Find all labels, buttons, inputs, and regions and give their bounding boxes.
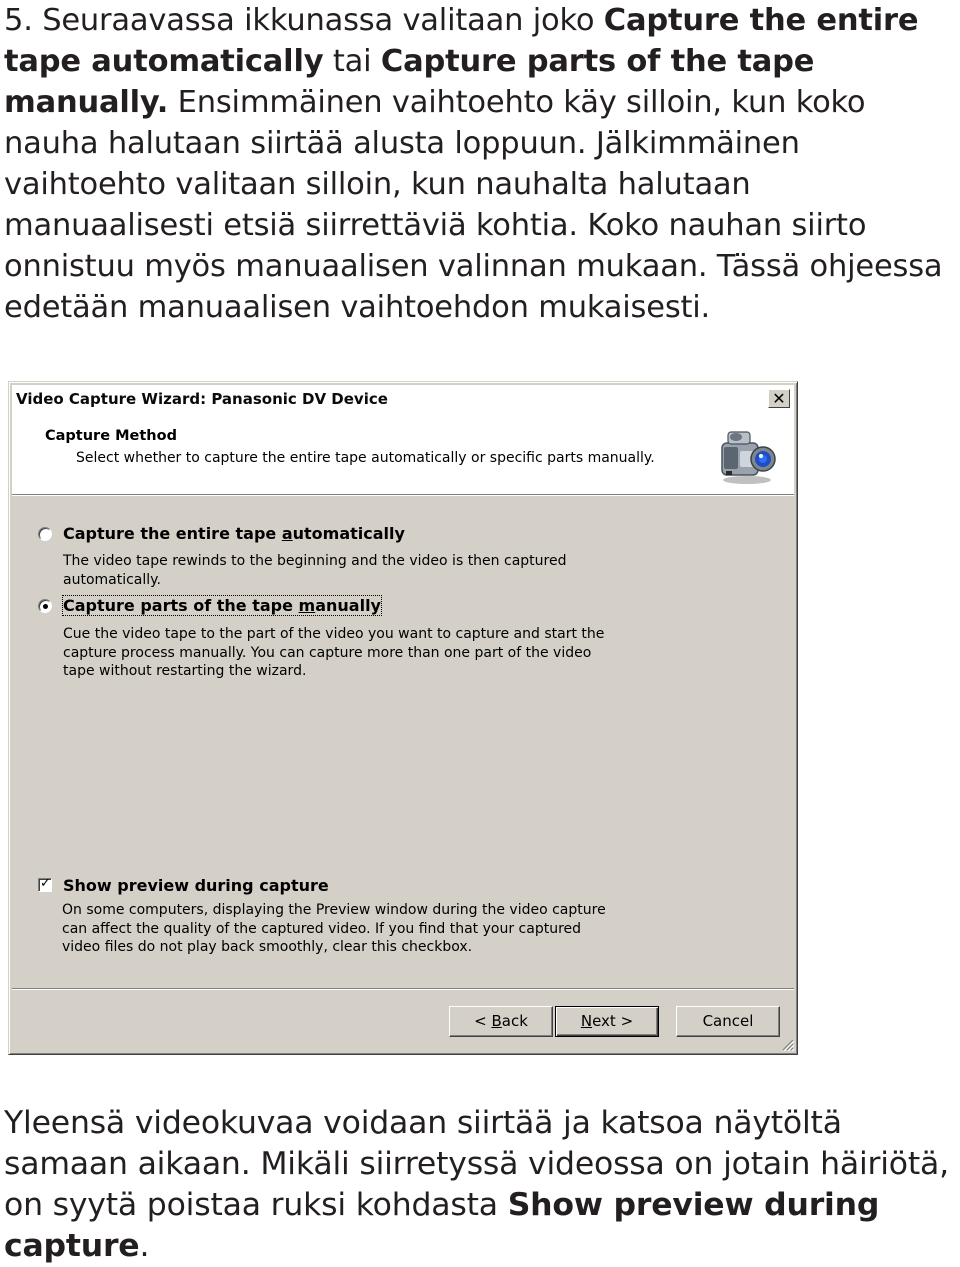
intro-bold-manual: Capture parts of the tape manually. xyxy=(4,44,815,120)
intro-text-3: Ensimmäinen vaihtoehto käy silloin, kun koko nauha halutaan siirtää alusta loppuun. Jälkimmäinen vaihtoehto valitaan silloin, kun nauhalta halutaan manuaalisesti etsiä siirrettäviä kohtia. Koko nauhan siirto onnistuu myös manuaalisen valinnan mukaan. Tässä ohjeessa edetään manuaalisen vaihtoehdon mukaisesti. xyxy=(4,85,943,325)
radio-auto-label[interactable] xyxy=(63,524,405,543)
intro-text-1: 5. Seuraavassa ikkunassa valitaan joko xyxy=(4,3,604,38)
radio-capture-manual[interactable] xyxy=(38,596,458,618)
radio-manual-label-accel: m xyxy=(298,596,316,615)
back-accel: B xyxy=(491,1012,502,1030)
intro-bold-auto: Capture the entire tape automatically xyxy=(4,3,919,79)
button-area-divider xyxy=(12,988,794,990)
radio-auto-label-part2: utomatically xyxy=(292,524,405,543)
radio-capture-auto[interactable] xyxy=(38,524,458,546)
radio-auto-indicator[interactable] xyxy=(38,527,52,541)
preview-checkbox[interactable] xyxy=(38,878,52,892)
resize-grip-icon[interactable] xyxy=(782,1039,794,1051)
close-icon: ✕ xyxy=(772,389,786,408)
close-button[interactable] xyxy=(768,389,790,408)
header-divider xyxy=(12,495,794,496)
back-label: ack xyxy=(501,1012,528,1030)
outro-text-2: . xyxy=(139,1228,150,1264)
intro-text-2: tai xyxy=(323,44,381,79)
title-bar[interactable] xyxy=(12,385,794,413)
back-arrow: < xyxy=(474,1012,492,1030)
back-button[interactable] xyxy=(449,1006,553,1037)
header-subtitle: Select whether to capture the entire tape automatically or specific parts manually. xyxy=(76,450,655,466)
outro-bold-preview: Show preview during capture xyxy=(4,1187,880,1264)
checkmark-icon: ✓ xyxy=(40,876,51,891)
next-button[interactable] xyxy=(555,1006,659,1037)
video-capture-wizard-dialog xyxy=(8,381,798,1055)
header-title: Capture Method xyxy=(45,428,177,444)
radio-manual-label-part1: Capture parts of the tape xyxy=(63,596,299,615)
outro-text-1: Yleensä videokuvaa voidaan siirtää ja katsoa näytöltä samaan aikaan. Mikäli siirretyssä videossa on jotain häiriötä, on syytä poistaa ruksi kohdasta xyxy=(4,1105,949,1223)
radio-manual-label-part2: anually xyxy=(315,596,381,615)
next-label: ext > xyxy=(592,1012,634,1030)
camcorder-icon xyxy=(716,423,778,485)
next-accel: N xyxy=(580,1012,593,1030)
intro-paragraph xyxy=(4,0,959,328)
cancel-button[interactable]: Cancel xyxy=(676,1006,780,1037)
preview-description: On some computers, displaying the Preview window during the video capture can affect the quality of the captured video. If you find that your captured video files do not play back smoothly, clear this checkbox. xyxy=(62,902,606,955)
wizard-header xyxy=(12,413,794,495)
radio-auto-description: The video tape rewinds to the beginning and the video is then captured automatically. xyxy=(63,553,567,588)
outro-paragraph xyxy=(4,1103,959,1267)
radio-auto-label-part1: Capture the entire tape xyxy=(63,524,282,543)
radio-manual-indicator[interactable] xyxy=(38,599,52,613)
radio-manual-description: Cue the video tape to the part of the video you want to capture and start the capture process manually. You can capture more than one part of the video tape without restarting the wizard. xyxy=(63,626,605,679)
radio-selected-dot xyxy=(43,604,48,609)
preview-checkbox-label[interactable]: Show preview during capture xyxy=(63,876,329,895)
window-title: Video Capture Wizard: Panasonic DV Device xyxy=(16,390,388,408)
preview-checkbox-row[interactable] xyxy=(38,876,458,898)
radio-manual-label[interactable] xyxy=(63,596,381,615)
radio-auto-label-accel: a xyxy=(281,524,293,543)
